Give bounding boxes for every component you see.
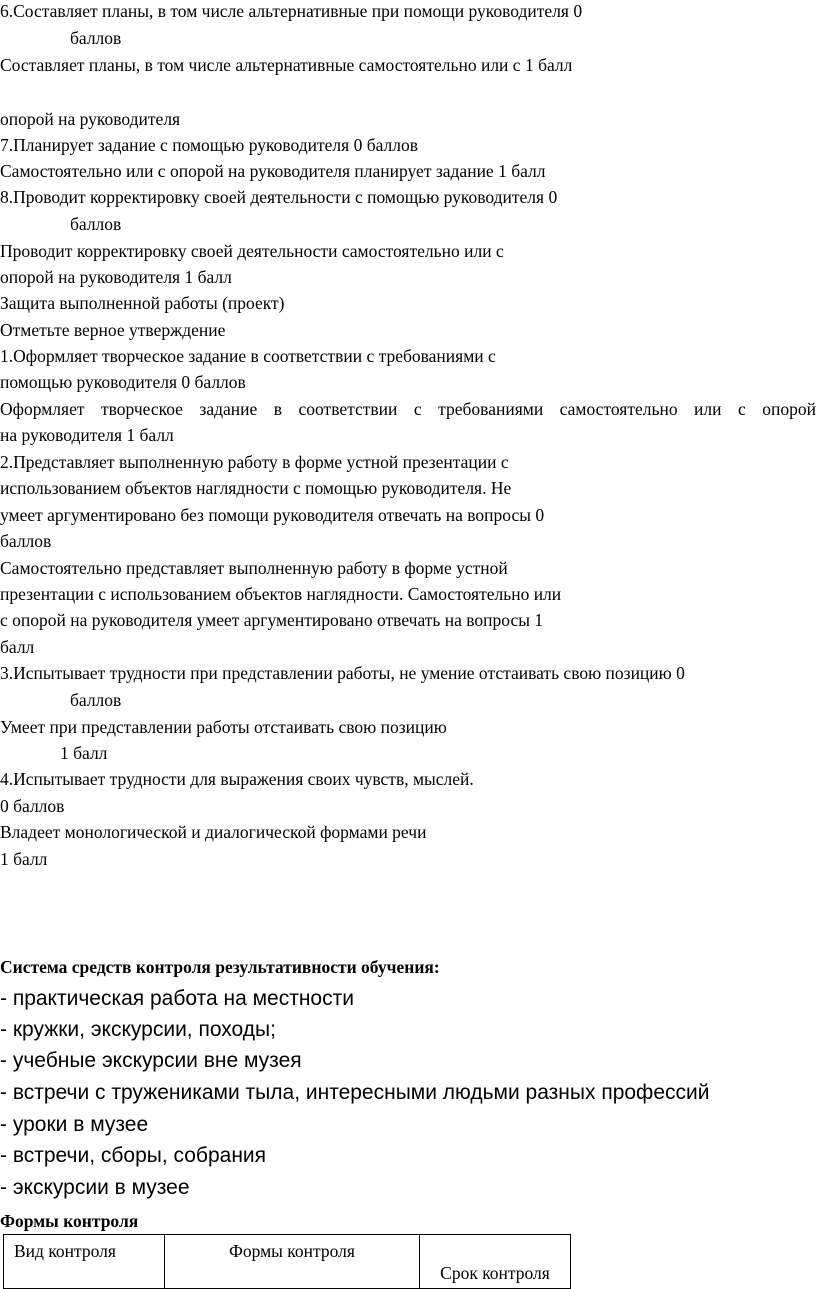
forms-heading: Формы контроля bbox=[0, 1211, 139, 1231]
text-line: 1 балл bbox=[60, 743, 108, 763]
text-line: баллов bbox=[0, 531, 52, 551]
text-line: 7.Планирует задание с помощью руководителя 0 баллов bbox=[0, 135, 418, 155]
text-line: умеет аргументировано без помощи руководителя отвечать на вопросы 0 bbox=[0, 505, 545, 525]
text-line: 1 балл bbox=[0, 849, 48, 869]
list-item: - учебные экскурсии вне музея bbox=[0, 1049, 302, 1072]
text-line: 6.Составляет планы, в том числе альтернативные при помощи руководителя 0 bbox=[0, 1, 583, 21]
table-header-cell: Срок контроля bbox=[420, 1235, 571, 1289]
text-line: 3.Испытывает трудности при представлении работы, не умение отстаивать свою позицию 0 bbox=[0, 663, 685, 683]
text-line: баллов bbox=[70, 690, 122, 710]
control-system-heading: Система средств контроля результативности обучения: bbox=[0, 957, 440, 977]
text-line: баллов bbox=[70, 28, 122, 48]
text-line: 0 баллов bbox=[0, 796, 65, 816]
list-item: - кружки, экскурсии, походы; bbox=[0, 1018, 276, 1041]
table-header-row bbox=[4, 1235, 571, 1289]
text-line: использованием объектов наглядности с помощью руководителя. Не bbox=[0, 478, 512, 498]
text-line: с опорой на руководителя умеет аргументировано отвечать на вопросы 1 bbox=[0, 610, 544, 630]
text-line: на руководителя 1 балл bbox=[0, 425, 174, 445]
text-line: опорой на руководителя 1 балл bbox=[0, 267, 232, 287]
list-item: - экскурсии в музее bbox=[0, 1176, 190, 1199]
text-line: 4.Испытывает трудности для выражения своих чувств, мыслей. bbox=[0, 769, 474, 789]
text-line: Владеет монологической и диалогической формами речи bbox=[0, 822, 427, 842]
text-line: 2.Представляет выполненную работу в форме устной презентации с bbox=[0, 452, 509, 472]
text-line: Оформляет творческое задание в соответствии с требованиями самостоятельно или с опорой bbox=[0, 399, 816, 419]
table-header-cell: Формы контроля bbox=[165, 1235, 420, 1289]
list-item: - встречи, сборы, собрания bbox=[0, 1144, 267, 1167]
text-line: помощью руководителя 0 баллов bbox=[0, 372, 246, 392]
text-line: Самостоятельно или с опорой на руководителя планирует задание 1 балл bbox=[0, 161, 546, 181]
text-line: презентации с использованием объектов наглядности. Самостоятельно или bbox=[0, 584, 562, 604]
list-item: - уроки в музее bbox=[0, 1113, 149, 1136]
text-line: Составляет планы, в том числе альтернативные самостоятельно или с 1 балл bbox=[0, 55, 573, 75]
text-line: Умеет при представлении работы отстаивать свою позицию bbox=[0, 717, 447, 737]
text-line: баллов bbox=[70, 214, 122, 234]
forms-table bbox=[3, 1234, 571, 1289]
text-line: Проводит корректировку своей деятельности самостоятельно или с bbox=[0, 241, 504, 261]
text-line: Самостоятельно представляет выполненную работу в форме устной bbox=[0, 558, 508, 578]
text-line: опорой на руководителя bbox=[0, 109, 181, 129]
list-item: - встречи с тружениками тыла, интересными людьми разных профессий bbox=[0, 1081, 710, 1104]
text-line: балл bbox=[0, 637, 35, 657]
table-header-cell: Вид контроля bbox=[4, 1235, 165, 1289]
text-line: 1.Оформляет творческое задание в соответствии с требованиями с bbox=[0, 346, 496, 366]
text-line: 8.Проводит корректировку своей деятельности с помощью руководителя 0 bbox=[0, 187, 558, 207]
list-item: - практическая работа на местности bbox=[0, 987, 354, 1010]
text-line: Защита выполненной работы (проект) bbox=[0, 293, 285, 313]
text-line: Отметьте верное утверждение bbox=[0, 320, 226, 340]
